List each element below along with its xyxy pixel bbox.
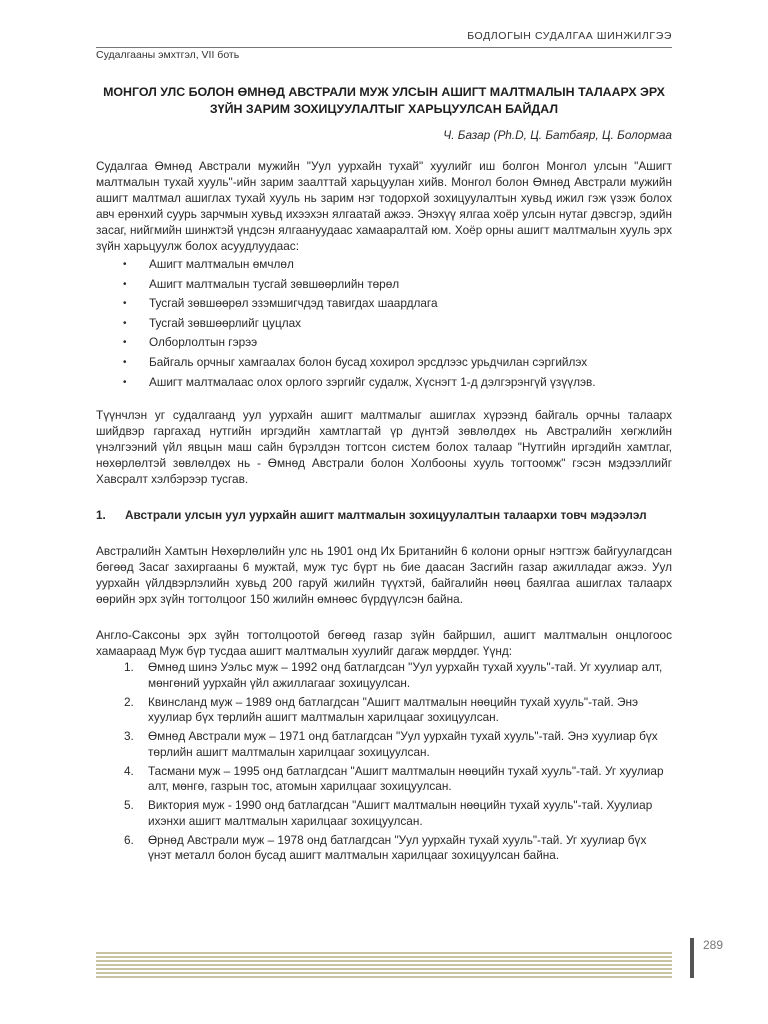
- article-body: [96, 84, 672, 867]
- bullet-item: • Ашигт малтмалаас олох орлого зэргийг судалж, Хүснэгт 1-д дэлгэрэнгүй үзүүлэв.: [96, 373, 672, 393]
- bullet-item: • Олборлолтын гэрээ: [96, 333, 672, 353]
- history-paragraph: Австралийн Хамтын Нөхөрлөлийн улс нь 1901 онд Их Британийн 6 колони орныг нэгтгэж байгуулагдсан бөгөөд Засаг захиргааны 6 мужтай, муж тус бүрт нь бие даасан Засгийн газар ажилладаг ажээ. Уул уурхайн үйлдвэрлэлийн хувьд 200 гаруй жилийн түүхтэй, байгалийн нөөц баялгаа ашиглах талаарх өөрийн эрх зүйн тогтолцоог 150 жилийн өмнөөс бүрдүүлсэн байна.: [96, 544, 672, 607]
- numbered-item: 2. Квинсланд муж – 1989 онд батлагдсан "Ашигт малтмалын нөөцийн тухай хууль"-тай. Энэ хуулиар бүх төрлийн ашигт малтмалын харилцааг зохицуулсан.: [124, 694, 639, 725]
- numbered-item: 6. Өрнөд Австрали муж – 1978 онд батлагдсан "Уул уурхайн тухай хууль"-тай. Уг хуулиар бүх үнэт металл болон бусад ашигт малтмалын харилцааг зохицуулсан байна.: [124, 832, 647, 863]
- intro-paragraph: Судалгаа Өмнөд Австрали мужийн "Уул уурхайн тухай" хуулийг иш болгон Монгол улсын "Ашигт малтмалын тухай хууль"-ийн зарим заалттай харьцуулан хийв. Монгол болон Өмнөд Австрали мужийн ашигт малтмал ашиглах тухай хууль нь зарим нэг тодорхой зохицуулалтын хувьд ижил гэж үзэж болох авч ерөнхий суурь зарчмын хувьд ихээхэн ялгаатай ажээ. Энэхүү ялгаа хоёр улсын нутаг дэвсгэр, эдийн засаг, нийгмийн шинжтэй үндсэн ялгаануудаас хамааралтай юм. Хоёр орны ашигт малтмалын хууль эрх зүйн харьцуулж болох асуудлуудаас:: [96, 159, 672, 253]
- article-title: МОНГОЛ УЛС БОЛОН ӨМНӨД АВСТРАЛИ МУЖ УЛСЫН АШИГТ МАЛТМАЛЫН ТАЛААРХ ЭРХ ЗҮЙН ЗАРИМ ЗОХИЦУУЛАЛТЫГ ХАРЬЦУУЛСАН БАЙДАЛ: [103, 85, 665, 116]
- running-header-collection: Судалгааны эмхтгэл, VII боть: [96, 49, 240, 61]
- section-title: Австрали улсын уул уурхайн ашигт малтмалын зохицуулалтын талаархи товч мэдээлэл: [125, 508, 647, 523]
- bullet-item: • Ашигт малтмалын өмчлөл: [96, 255, 672, 275]
- states-numbered-list: [96, 660, 672, 864]
- page-number: 289: [703, 938, 724, 952]
- states-intro-paragraph: Англо-Саксоны эрх зүйн тогтолцоотой бөгөөд газар зүйн байршил, ашигт малтмалын онцлогоос хамаараад Муж бүр тусдаа ашигт малтмалын хуулийг дагаж мөрддөг. Үүнд:: [96, 628, 672, 659]
- topics-bullet-list: [96, 255, 672, 392]
- consultation-paragraph: Түүнчлэн уг судалгаанд уул уурхайн ашигт малтмалыг ашиглах хүрээнд байгаль орчны талаарх шийдвэр гаргахад нутгийн иргэдийн хамтлагтай үр дүнтэй зөвлөлдөх нь Австралийн хөгжлийн үнэлгээний үйл явцын маш сайн бүрэлдэн тогтсон систем болох талаар "Нутгийн иргэдийн хамтлаг, нөхөрлөлтэй зөвлөлдөх нь - Өмнөд Австрали болон Холбооны хууль тогтоомж" гэсэн мэдээллийг Хавсралт хэлбэрээр тусгав.: [96, 408, 672, 487]
- article-authors: Ч. Базар (Ph.D, Ц. Батбаяр, Ц. Болормаа: [443, 128, 672, 142]
- numbered-item: 5. Виктория муж - 1990 онд батлагдсан "Ашигт малтмалын нөөцийн тухай хууль"-тай. Хуулиар ихэнхи ашигт малтмалын харилцааг зохицуулсан.: [124, 798, 653, 828]
- footer-vertical-bar: [690, 938, 694, 978]
- bullet-item: • Тусгай зөвшөөрлийг цуцлах: [96, 314, 672, 334]
- numbered-item: 3. Өмнөд Австрали муж – 1971 онд батлагдсан "Уул уурхайн тухай хууль"-тай. Энэ хуулиар бүх төрлийн ашигт малтмалын харилцааг зохицуулсан.: [124, 729, 658, 759]
- section-heading: [96, 507, 672, 523]
- numbered-item: 1. Өмнөд шинэ Уэльс муж – 1992 онд батлагдсан "Уул уурхайн тухай хууль"-тай. Уг хуулиар алт, мөнгөний уурхайн үйл ажиллагааг зохицуулсан.: [124, 660, 663, 690]
- running-header-title: БОДЛОГЫН СУДАЛГАА ШИНЖИЛГЭЭ: [467, 30, 672, 42]
- bullet-item: • Байгаль орчныг хамгаалах болон бусад хохирол эрсдлээс урьдчилан сэргийлэх: [96, 353, 672, 373]
- bullet-item: • Тусгай зөвшөөрөл эзэмшигчдэд тавигдах шаардлага: [96, 294, 672, 314]
- bullet-item: • Ашигт малтмалын тусгай зөвшөөрлийн төрөл: [96, 275, 672, 295]
- section-number: 1.: [96, 508, 106, 523]
- header-divider: [96, 47, 672, 48]
- footer-decorative-stripes: [96, 952, 672, 978]
- numbered-item: 4. Тасмани муж – 1995 онд батлагдсан "Ашигт малтмалын нөөцийн тухай хууль"-тай. Уг хуулиар алт, мөнгө, газрын тос, атомын харилцааг зохицуулсан.: [124, 763, 664, 794]
